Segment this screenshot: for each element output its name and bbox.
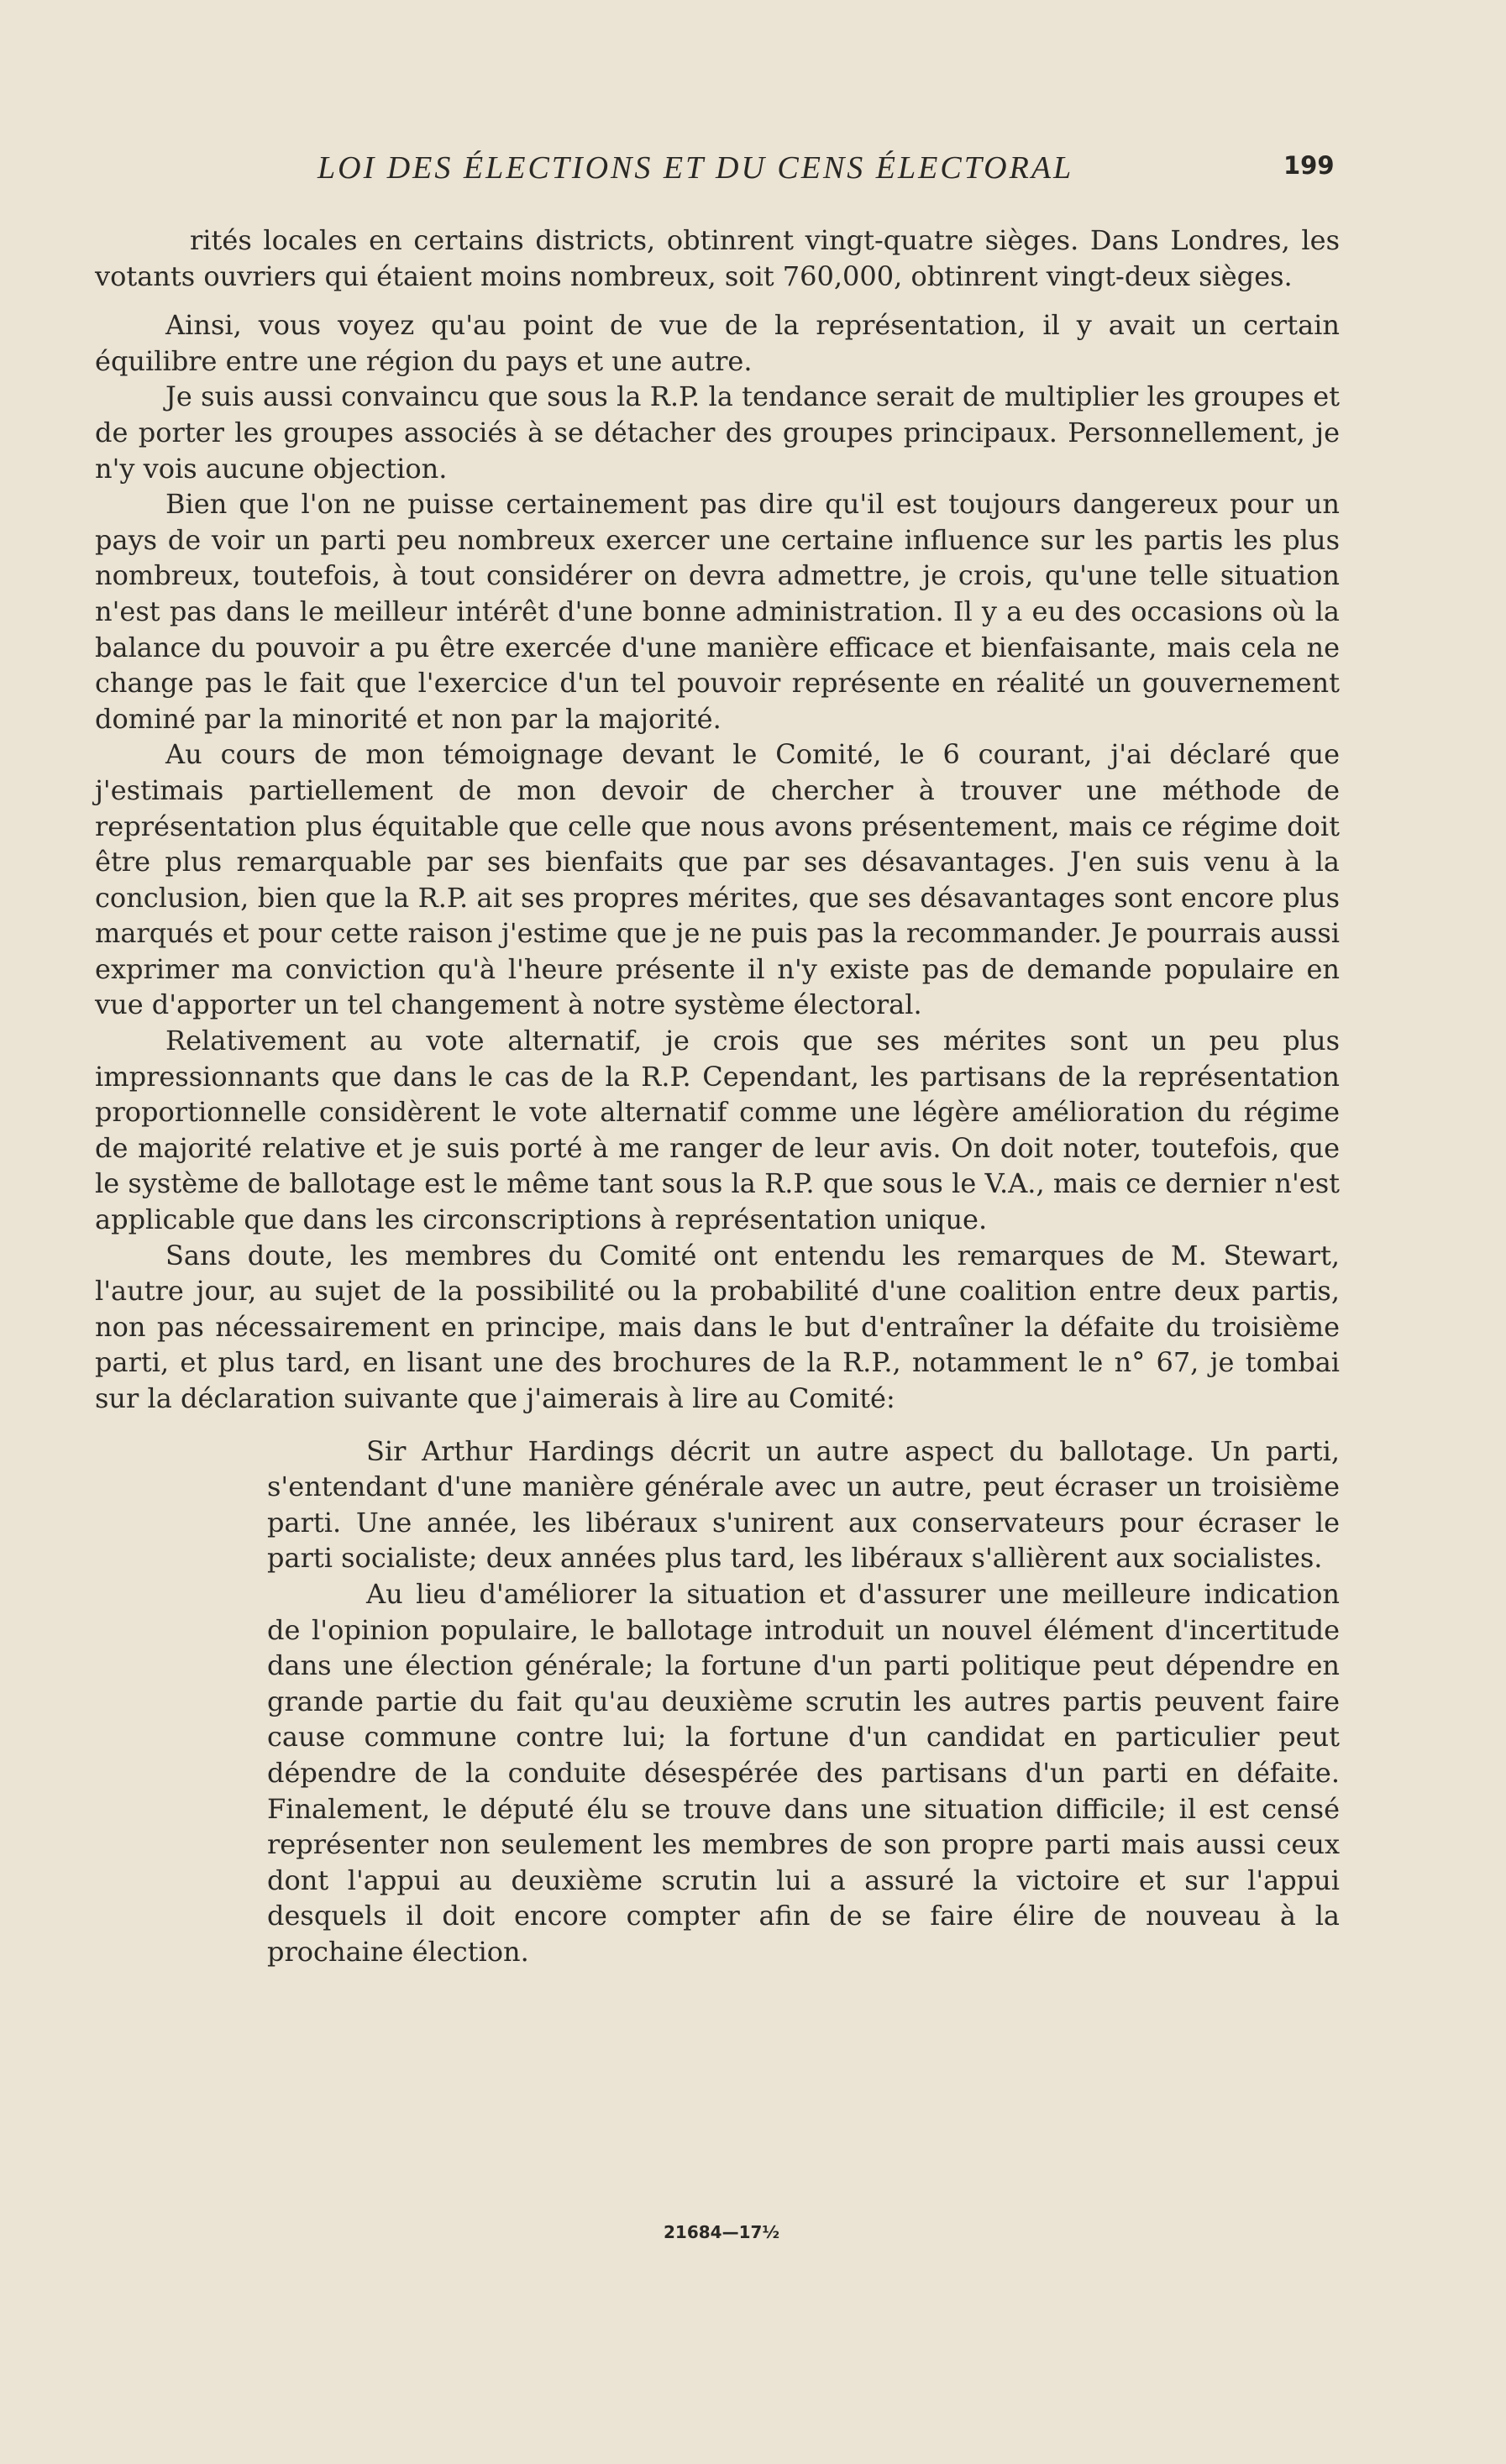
paragraph-3: Je suis aussi convaincu que sous la R.P. la tendance serait de multiplier les groupes et de porter les groupes associés à se détacher des groupes principaux. Personnellement, je n'y vois aucune objection. [95, 380, 1340, 485]
quote-paragraph-1: Sir Arthur Hardings décrit un autre aspect du ballotage. Un parti, s'entendant d'une manière générale avec un autre, peut écraser un troisième parti. Une année, les libéraux s'unirent aux conservateurs pour écraser le parti socialiste; deux années plus tard, les libéraux s'allièrent aux socialistes. [267, 1434, 1340, 1575]
paragraph-2: Ainsi, vous voyez qu'au point de vue de la représentation, il y avait un certain équilibre entre une région du pays et une autre. [95, 309, 1340, 377]
body-text [95, 223, 1340, 1970]
block-quote [267, 1434, 1340, 1970]
paragraph-7: Sans doute, les membres du Comité ont entendu les remarques de M. Stewart, l'autre jour, au sujet de la possibilité ou la probabilité d'une coalition entre deux partis, non pas nécessairement en principe, mais dans le but d'entraîner la défaite du troisième parti, et plus tard, en lisant une des brochures de la R.P., notamment le n° 67, je tombai sur la déclaration suivante que j'aimerais à lire au Comité: [95, 1239, 1340, 1414]
paragraph-5: Au cours de mon témoignage devant le Comité, le 6 courant, j'ai déclaré que j'estimais partiellement de mon devoir de chercher à trouver une méthode de représentation plus équitable que celle que nous avons présentement, mais ce régime doit être plus remarquable par ses bienfaits que par ses désavantages. J'en suis venu à la conclusion, bien que la R.P. ait ses propres mérites, que ses désavantages sont encore plus marqués et pour cette raison j'estime que je ne puis pas la recommander. Je pourrais aussi exprimer ma conviction qu'à l'heure présente il n'y existe pas de demande populaire en vue d'apporter un tel changement à notre système électoral. [95, 738, 1340, 1021]
paragraph-4: Bien que l'on ne puisse certainement pas dire qu'il est toujours dangereux pour un pays de voir un parti peu nombreux exercer une certaine influence sur les partis les plus nombreux, toutefois, à tout considérer on devra admettre, je crois, qu'une telle situation n'est pas dans le meilleur intérêt d'une bonne administration. Il y a eu des occasions où la balance du pouvoir a pu être exercée d'une manière efficace et bienfaisante, mais cela ne change pas le fait que l'exercice d'un tel pouvoir représente en réalité un gouvernement dominé par la minorité et non par la majorité. [95, 488, 1340, 735]
page-number: 199 [1283, 151, 1335, 180]
paragraph-6: Relativement au vote alternatif, je crois que ses mérites sont un peu plus impressionnants que dans le cas de la R.P. Cependant, les partisans de la représentation proportionnelle considèrent le vote alternatif comme une légère amélioration du régime de majorité relative et je suis porté à me ranger de leur avis. On doit noter, toutefois, que le système de ballotage est le même tant sous la R.P. que sous le V.A., mais ce dernier n'est applicable que dans les circonscriptions à représentation unique. [95, 1025, 1340, 1236]
printer-signature: 21684—17½ [664, 2222, 780, 2242]
quote-paragraph-2: Au lieu d'améliorer la situation et d'assurer une meilleure indication de l'opinion populaire, le ballotage introduit un nouvel élément d'incertitude dans une élection générale; la fortune d'un parti politique peut dépendre en grande partie du fait qu'au deuxième scrutin les autres partis peuvent faire cause commune contre lui; la fortune d'un candidat en particulier peut dépendre de la conduite désespérée des partisans d'un parti en défaite. Finalement, le député élu se trouve dans une situation difficile; il est censé représenter non seulement les membres de son propre parti mais aussi ceux dont l'appui au deuxième scrutin lui a assuré la victoire et sur l'appui desquels il doit encore compter afin de se faire élire de nouveau à la prochaine élection. [267, 1577, 1340, 1968]
paragraph-1: rités locales en certains districts, obtinrent vingt-quatre sièges. Dans Londres, les votants ouvriers qui étaient moins nombreux, soit 760,000, obtinrent vingt-deux sièges. [95, 224, 1340, 292]
running-title: LOI DES ÉLECTIONS ET DU CENS ÉLECTORAL [317, 150, 1074, 186]
